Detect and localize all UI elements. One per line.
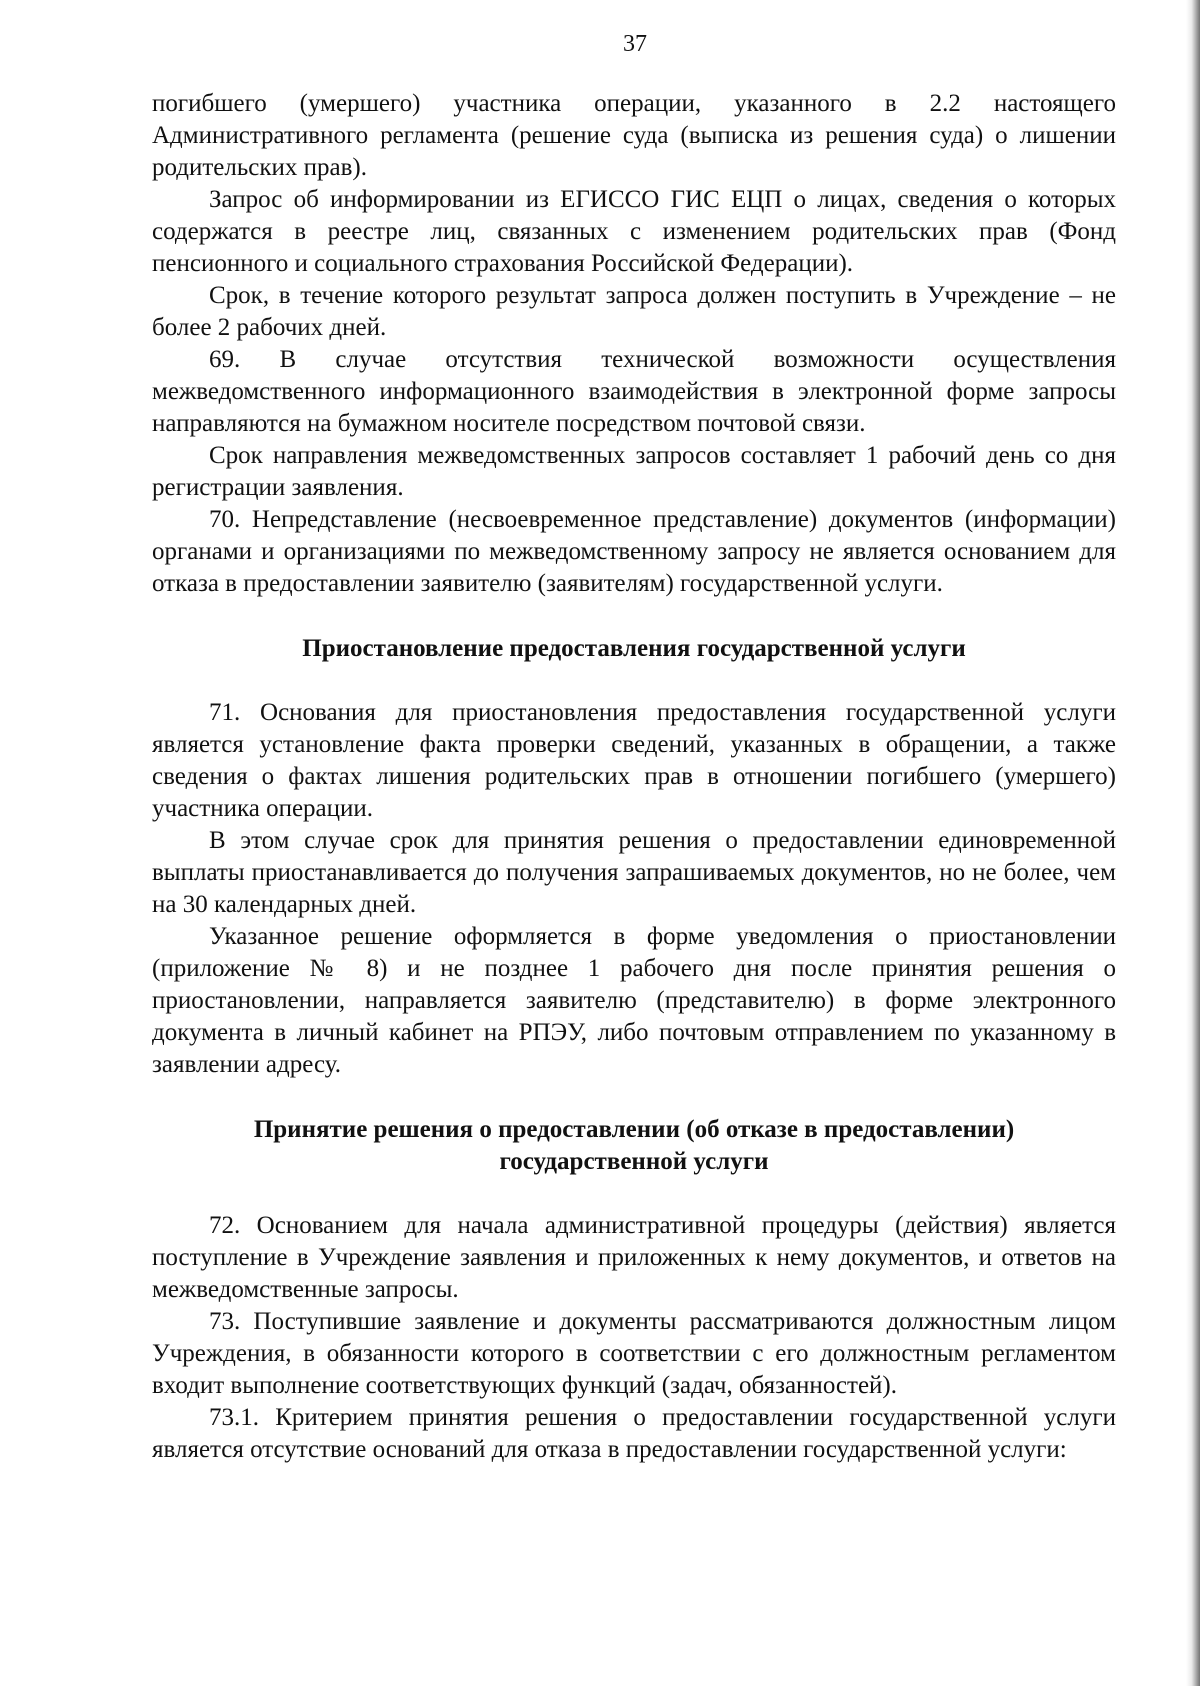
paragraph-69: 69. В случае отсутствия технической возможности осуществления межведомственного информационного взаимодействия в электронной форме запросы направляются на бумажном носителе посредством почтовой связи. xyxy=(152,346,1116,437)
paragraph-70: 70. Непредставление (несвоевременное представление) документов (информации) органами и организациями по межведомственному запросу не является основанием для отказа в предоставлении заявителю (заявителям) государственной услуги. xyxy=(152,506,1116,597)
paragraph-suspension-term: В этом случае срок для принятия решения о предоставлении единовременной выплаты приостанавливается до получения запрашиваемых документов, но не более, чем на 30 календарных дней. xyxy=(152,827,1116,918)
paragraph-72: 72. Основанием для начала административной процедуры (действия) является поступление в Учреждение заявления и приложенных к нему документов, и ответов на межведомственные запросы. xyxy=(152,1212,1116,1303)
paragraph-73: 73. Поступившие заявление и документы рассматриваются должностным лицом Учреждения, в обязанности которого в соответствии с его должностным регламентом входит выполнение соответствующих функций (задач, обязанностей). xyxy=(152,1308,1116,1399)
section-heading-decision xyxy=(152,1114,1116,1178)
page-number: 37 xyxy=(623,31,647,57)
section-heading-decision-line-2: государственной услуги xyxy=(499,1148,769,1175)
paragraph-request-deadline: Срок, в течение которого результат запроса должен поступить в Учреждение – не более 2 рабочих дней. xyxy=(152,282,1116,341)
paragraph-continuation: погибшего (умершего) участника операции, указанного в 2.2 настоящего Административного регламента (решение суда (выписка из решения суда) о лишении родительских прав). xyxy=(152,90,1116,181)
section-heading-suspension: Приостановление предоставления государственной услуги xyxy=(302,635,966,662)
section-heading-decision-line-1: Принятие решения о предоставлении (об отказе в предоставлении) xyxy=(253,1116,1015,1143)
paragraph-71: 71. Основания для приостановления предоставления государственной услуги является установление факта проверки сведений, указанных в обращении, а также сведения о фактах лишения родительских прав в отношении погибшего (умершего) участника операции. xyxy=(152,699,1116,822)
scan-edge-shadow xyxy=(1186,0,1200,1686)
paragraph-suspension-notice: Указанное решение оформляется в форме уведомления о приостановлении (приложение № 8) и не позднее 1 рабочего дня после принятия решения о приостановлении, направляется заявителю (представителю) в форме электронного документа в личный кабинет на РПЭУ, либо почтовым отправлением по указанному в заявлении адресу. xyxy=(152,923,1116,1078)
paragraph-egisso-request: Запрос об информировании из ЕГИССО ГИС ЕЦП о лицах, сведения о которых содержатся в реестре лиц, связанных с изменением родительских прав (Фонд пенсионного и социального страхования Российской Федерации). xyxy=(152,186,1116,277)
paragraph-73-1: 73.1. Критерием принятия решения о предоставлении государственной услуги является отсутствие оснований для отказа в предоставлении государственной услуги: xyxy=(152,1404,1116,1463)
paragraph-request-term: Срок направления межведомственных запросов составляет 1 рабочий день со дня регистрации заявления. xyxy=(152,442,1116,501)
document-body xyxy=(152,88,1116,1466)
